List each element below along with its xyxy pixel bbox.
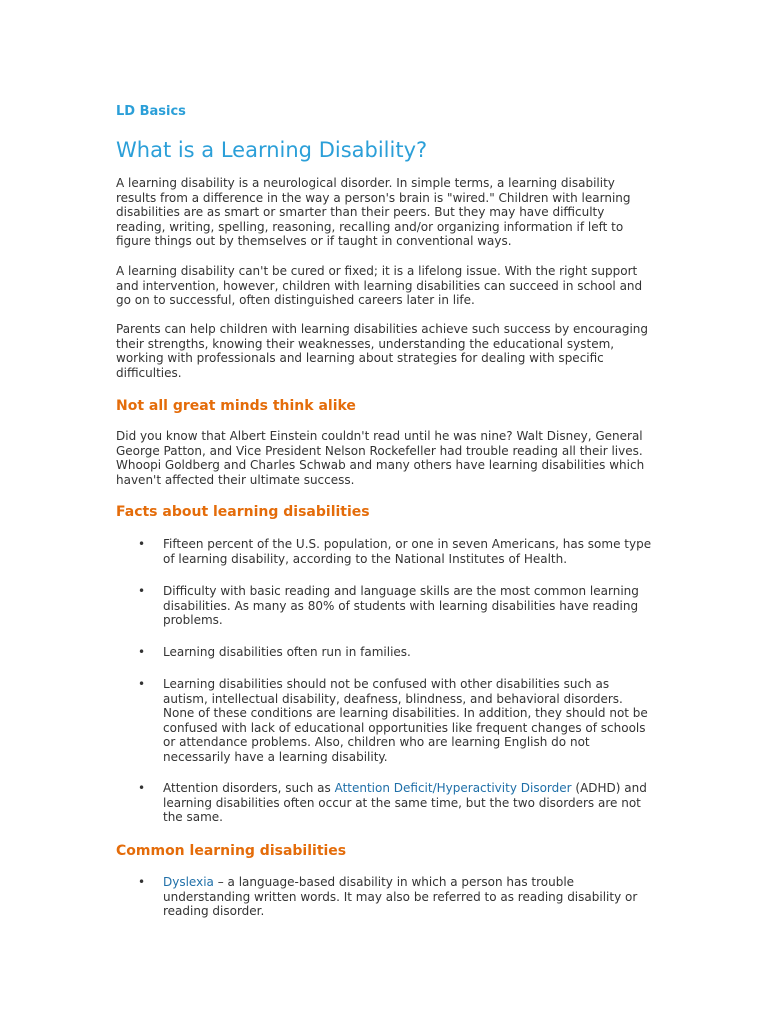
list-item-text: Learning disabilities often run in families. — [163, 645, 411, 659]
intro-paragraph-1: A learning disability is a neurological disorder. In simple terms, a learning disability results from a difference in the way a person's brain is "wired." Children with learning disabilities are as smart or smarter than their peers. But they may have difficulty reading, writing, spelling, reasoning, recalling and/or organizing information if left to figure things out by themselves or if taught in conventional ways. — [116, 176, 631, 249]
intro-paragraph-2: A learning disability can't be cured or fixed; it is a lifelong issue. With the right support and intervention, however, children with learning disabilities can succeed in school and go on to successful, often distinguished careers later in life. — [116, 264, 643, 308]
dyslexia-link[interactable]: Dyslexia — [163, 875, 214, 889]
bullet-dot: • — [138, 781, 146, 795]
section-kicker[interactable]: LD Basics — [116, 104, 186, 119]
bullet-dot: • — [138, 645, 146, 659]
adhd-suffix: (ADHD) and learning disabilities often occur at the same time, but the two disorders are not the same. — [163, 781, 647, 825]
adhd-link[interactable]: Attention Deficit/Hyperactivity Disorder — [334, 781, 572, 795]
heading-common: Common learning disabilities — [116, 843, 347, 859]
list-item-text: Difficulty with basic reading and language skills are the most common learning disabilities. As many as 80% of students with learning disabilities have reading problems. — [163, 584, 639, 628]
bullet-dot: • — [138, 584, 146, 598]
heading-facts: Facts about learning disabilities — [116, 504, 370, 520]
dyslexia-suffix: – a language-based disability in which a person has trouble understanding written words. It may also be referred to as reading disability or reading disorder. — [163, 875, 638, 919]
intro-paragraph-3: Parents can help children with learning disabilities achieve such success by encouraging their strengths, knowing their weaknesses, understanding the educational system, working with professionals and learning about strategies for dealing with specific difficulties. — [116, 322, 649, 380]
bullet-dot: • — [138, 875, 146, 889]
bullet-dot: • — [138, 537, 146, 551]
heading-great-minds: Not all great minds think alike — [116, 398, 356, 414]
page-title: What is a Learning Disability? — [116, 138, 428, 162]
great-minds-paragraph: Did you know that Albert Einstein couldn't read until he was nine? Walt Disney, General George Patton, and Vice President Nelson Rockefeller had trouble reading all their lives. Whoopi Goldberg and Charles Schwab and many others have learning disabilities which haven't affected their ultimate success. — [116, 429, 645, 487]
list-item-text — [163, 875, 653, 919]
adhd-prefix: Attention disorders, such as — [163, 781, 335, 795]
list-item-text: Fifteen percent of the U.S. population, or one in seven Americans, has some type of learning disability, according to the National Institutes of Health. — [163, 537, 652, 566]
list-item-text — [163, 781, 653, 825]
bullet-dot: • — [138, 677, 146, 691]
list-item-text: Learning disabilities should not be confused with other disabilities such as autism, intellectual disability, deafness, blindness, and behavioral disorders. None of these conditions are learning disabilities. In addition, they should not be confused with lack of educational opportunities like frequent changes of schools or attendance problems. Also, children who are learning English do not necessarily have a learning disability. — [163, 677, 648, 764]
